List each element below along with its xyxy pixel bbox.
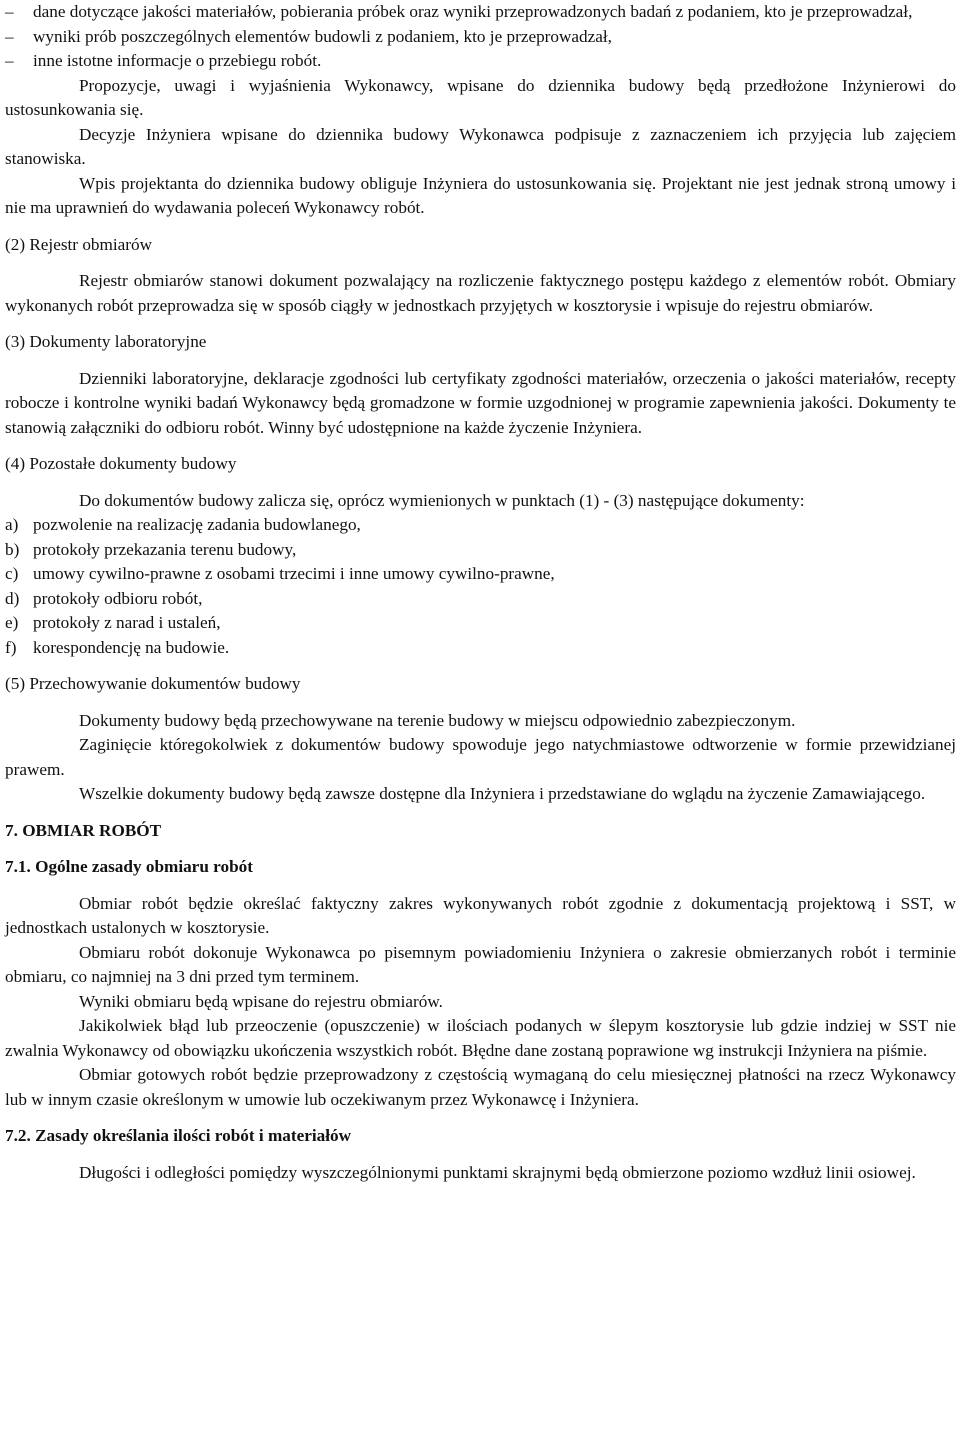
lettered-list [5, 513, 956, 660]
subsection-heading: (4) Pozostałe dokumenty budowy [5, 454, 237, 473]
paragraph: Do dokumentów budowy zalicza się, oprócz wymienionych w punktach (1) - (3) następujące dokumenty: [79, 490, 805, 510]
dash-marker: – [5, 26, 14, 46]
list-item-text: protokoły przekazania terenu budowy, [33, 539, 297, 559]
list-item [5, 25, 956, 50]
list-item [5, 587, 956, 612]
paragraph: Zaginięcie któregokolwiek z dokumentów budowy spowoduje jego natychmiastowe odtworzenie w formie przewidzianej prawem. [5, 735, 956, 779]
paragraph: Długości i odległości pomiędzy wyszczególnionymi punktami skrajnymi będą obmierzone poziomo wzdłuż linii osiowej. [79, 1162, 916, 1182]
list-letter: e) [5, 613, 19, 632]
paragraph: Rejestr obmiarów stanowi dokument pozwalający na rozliczenie faktycznego postępu każdego z elementów robót. Obmiary wykonanych robót przeprowadza się w sposób ciągły w jednostkach przyjętych w kosztorysie i wpisuje do rejestru obmiarów. [5, 271, 956, 315]
paragraph: Decyzje Inżyniera wpisane do dziennika budowy Wykonawca podpisuje z zaznaczeniem ich przyjęcia lub zajęciem stanowiska. [5, 124, 956, 168]
list-item-text: umowy cywilno-prawne z osobami trzecimi i inne umowy cywilno-prawne, [33, 564, 555, 583]
list-item [5, 0, 956, 25]
list-item-text: korespondencję na budowie. [33, 637, 230, 657]
list-letter: a) [5, 515, 19, 534]
list-item-text: protokoły z narad i ustaleń, [33, 613, 221, 632]
list-item-text: pozwolenie na realizację zadania budowlanego, [33, 515, 361, 534]
list-item-text: protokoły odbioru robót, [33, 588, 203, 608]
paragraph: Wszelkie dokumenty budowy będą zawsze dostępne dla Inżyniera i przedstawiane do wglądu na życzenie Zamawiającego. [79, 784, 926, 803]
list-letter: c) [5, 564, 19, 583]
section-heading: 7. OBMIAR ROBÓT [5, 820, 162, 840]
paragraph: Wyniki obmiaru będą wpisane do rejestru obmiarów. [79, 991, 443, 1011]
paragraph: Obmiaru robót dokonuje Wykonawca po pisemnym powiadomieniu Inżyniera o zakresie obmierzanych robót i terminie obmiaru, co najmniej na 3 dni przed tym terminem. [5, 942, 956, 986]
paragraph: Propozycje, uwagi i wyjaśnienia Wykonawcy, wpisane do dziennika budowy będą przedłożone Inżynierowi do ustosunkowania się. [5, 75, 956, 119]
list-letter: f) [5, 637, 17, 657]
list-letter: b) [5, 539, 20, 559]
list-item [5, 611, 956, 636]
paragraph: Dokumenty budowy będą przechowywane na terenie budowy w miejscu odpowiednio zabezpieczonym. [79, 710, 796, 730]
subsection-heading: (3) Dokumenty laboratoryjne [5, 332, 207, 351]
section-subheading: 7.2. Zasady określania ilości robót i materiałów [5, 1126, 351, 1145]
subsection-heading: (5) Przechowywanie dokumentów budowy [5, 674, 301, 693]
subsection-heading: (2) Rejestr obmiarów [5, 234, 153, 254]
list-item [5, 538, 956, 563]
dash-marker: – [5, 2, 14, 21]
list-item [5, 562, 956, 587]
paragraph: Obmiar robót będzie określać faktyczny zakres wykonywanych robót zgodnie z dokumentacją projektową i SST, w jednostkach ustalonych w kosztorysie. [5, 893, 956, 937]
list-letter: d) [5, 588, 20, 608]
bullet-list [5, 0, 956, 74]
list-item-text: dane dotyczące jakości materiałów, pobierania próbek oraz wyniki przeprowadzonych badań z podaniem, kto je przeprowadzał, [33, 2, 913, 21]
paragraph: Obmiar gotowych robót będzie przeprowadzony z częstością wymaganą do celu miesięcznej płatności na rzecz Wykonawcy lub w innym czasie określonym w umowie lub oczekiwanym przez Wykonawcę i Inżyniera. [5, 1065, 956, 1109]
list-item [5, 636, 956, 661]
paragraph: Dzienniki laboratoryjne, deklaracje zgodności lub certyfikaty zgodności materiałów, orzeczenia o jakości materiałów, recepty robocze i kontrolne wyniki badań Wykonawcy będą gromadzone w formie uzgodnionej w programie zapewnienia jakości. Dokumenty te stanowią załączniki do odbioru robót. Winny być udostępnione na każde życzenie Inżyniera. [5, 368, 956, 437]
list-item-text: inne istotne informacje o przebiegu robót. [33, 51, 322, 70]
paragraph: Wpis projektanta do dziennika budowy obliguje Inżyniera do ustosunkowania się. Projektant nie jest jednak stroną umowy i nie ma uprawnień do wydawania poleceń Wykonawcy robót. [5, 173, 956, 217]
paragraph: Jakikolwiek błąd lub przeoczenie (opuszczenie) w ilościach podanych w ślepym kosztorysie lub gdzie indziej w SST nie zwalnia Wykonawcy od obowiązku ukończenia wszystkich robót. Błędne dane zostaną poprawione wg instrukcji Inżyniera na piśmie. [5, 1016, 956, 1060]
dash-marker: – [5, 51, 14, 70]
list-item-text: wyniki prób poszczególnych elementów budowli z podaniem, kto je przeprowadzał, [33, 26, 612, 46]
list-item [5, 513, 956, 538]
list-item [5, 49, 956, 74]
section-subheading: 7.1. Ogólne zasady obmiaru robót [5, 857, 253, 876]
